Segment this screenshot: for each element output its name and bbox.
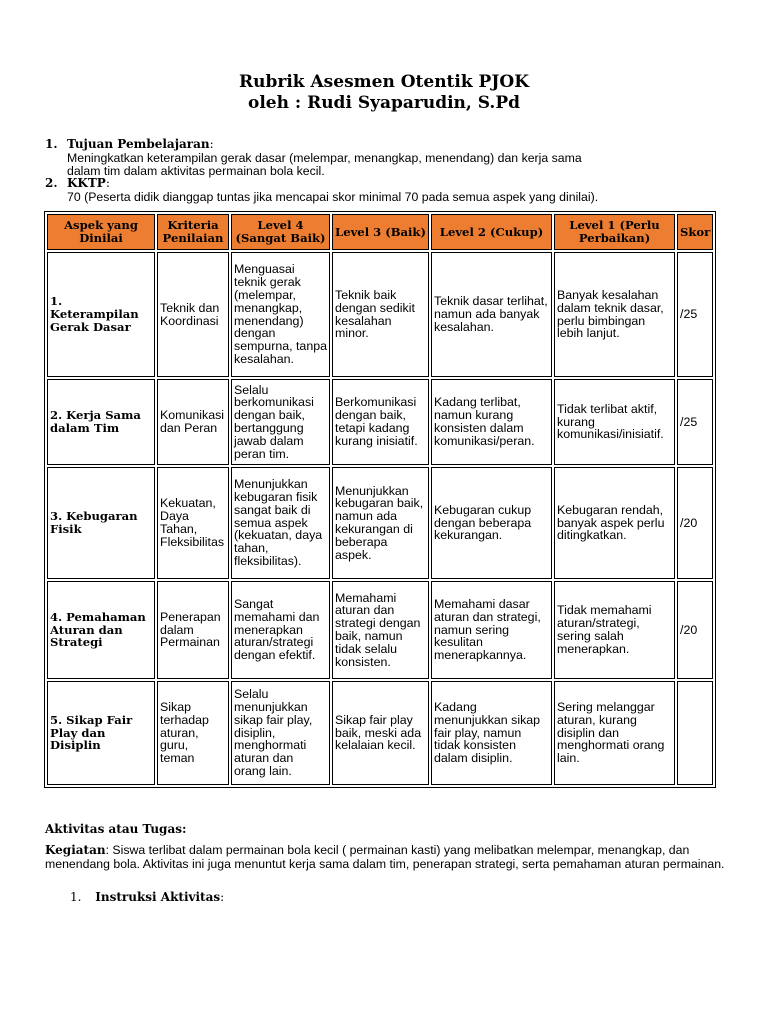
section-text-line: dalam tim dalam aktivitas permainan bola kecil. [67, 163, 325, 178]
kegiatan-label: Kegiatan [45, 843, 106, 857]
level3-cell: Sikap fair play baik, meski ada kelalaian kecil. [332, 681, 429, 785]
level1-cell: Banyak kesalahan dalam teknik dasar, perlu bimbingan lebih lanjut. [554, 252, 675, 377]
level1-cell: Tidak memahami aturan/strategi, sering salah menerapkan. [554, 581, 675, 679]
instruction-label: Instruksi Aktivitas [95, 890, 221, 904]
level2-cell: Kebugaran cukup dengan beberapa kekurangan. [431, 467, 552, 579]
kegiatan-paragraph [45, 843, 735, 871]
table-row [47, 467, 713, 579]
table-row [47, 681, 713, 785]
kriteria-cell: Penerapan dalam Permainan [157, 581, 229, 679]
level3-cell: Berkomunikasi dengan baik, tetapi kadang kurang inisiatif. [332, 379, 429, 465]
section-number: 2. [45, 176, 58, 190]
table-header-row [47, 214, 713, 250]
level4-cell: Menguasai teknik gerak (melempar, menangkap, menendang) dengan sempurna, tanpa kesalahan. [231, 252, 330, 377]
level1-cell: Kebugaran rendah, banyak aspek perlu ditingkatkan. [554, 467, 675, 579]
kriteria-cell: Kekuatan, Daya Tahan, Fleksibilitas [157, 467, 229, 579]
section-heading: KKTP: [67, 176, 110, 190]
table-row [47, 252, 713, 377]
aspek-cell: 4. Pemahaman Aturan dan Strategi [47, 581, 155, 679]
level2-cell: Kadang menunjukkan sikap fair play, namun tidak konsisten dalam disiplin. [431, 681, 552, 785]
kriteria-cell: Teknik dan Koordinasi [157, 252, 229, 377]
skor-cell [677, 681, 713, 785]
skor-cell: /25 [677, 379, 713, 465]
aspek-cell: 2. Kerja Sama dalam Tim [47, 379, 155, 465]
section-heading: Tujuan Pembelajaran: [67, 137, 214, 151]
level4-cell: Selalu berkomunikasi dengan baik, bertanggung jawab dalam peran tim. [231, 379, 330, 465]
aspek-cell: 1. Keterampilan Gerak Dasar [47, 252, 155, 377]
skor-cell: /20 [677, 467, 713, 579]
rubric-table [44, 211, 716, 788]
level3-cell: Teknik baik dengan sedikit kesalahan minor. [332, 252, 429, 377]
table-row [47, 379, 713, 465]
level1-cell: Sering melanggar aturan, kurang disiplin dan menghormati orang lain. [554, 681, 675, 785]
kriteria-cell: Sikap terhadap aturan, guru, teman [157, 681, 229, 785]
kriteria-cell: Komunikasi dan Peran [157, 379, 229, 465]
section-text-line: Meningkatkan keterampilan gerak dasar (melempar, menangkap, menendang) dan kerja sama [67, 151, 582, 165]
level2-cell: Memahami dasar aturan dan strategi, namun sering kesulitan menerapkannya. [431, 581, 552, 679]
section-number: 1. [45, 137, 58, 151]
instruction-number: 1. [70, 890, 82, 904]
level2-cell: Kadang terlibat, namun kurang konsisten dalam komunikasi/peran. [431, 379, 552, 465]
skor-cell: /25 [677, 252, 713, 377]
level4-cell: Sangat memahami dan menerapkan aturan/strategi dengan efektif. [231, 581, 330, 679]
level2-cell: Teknik dasar terlihat, namun ada banyak kesalahan. [431, 252, 552, 377]
section-text-line: 70 (Peserta didik dianggap tuntas jika mencapai skor minimal 70 pada semua aspek yang dinilai). [67, 190, 599, 204]
level4-cell: Selalu menunjukkan sikap fair play, disiplin, menghormati aturan dan orang lain. [231, 681, 330, 785]
kegiatan-text: : Siswa terlibat dalam permainan bola kecil ( permainan kasti) yang melibatkan melempar, menangkap, dan menendang bola. Aktivitas ini juga menuntut kerja sama dalam tim, penerapan strategi, serta pemahaman aturan permainan. [45, 843, 725, 871]
activity-title: Aktivitas atau Tugas: [45, 822, 187, 836]
header-cell: Level 2 (Cukup) [431, 214, 552, 250]
document-title: Rubrik Asesmen Otentik PJOK [239, 72, 529, 92]
level4-cell: Menunjukkan kebugaran fisik sangat baik di semua aspek (kekuatan, daya tahan, fleksibilitas). [231, 467, 330, 579]
header-cell: Level 1 (Perlu Perbaikan) [554, 214, 675, 250]
table-row [47, 581, 713, 679]
level3-cell: Memahami aturan dan strategi dengan baik, namun tidak selalu konsisten. [332, 581, 429, 679]
header-cell: Skor [677, 214, 713, 250]
header-cell: Level 3 (Baik) [332, 214, 429, 250]
instruction-item: 1. Instruksi Aktivitas: [70, 890, 225, 904]
header-cell: Level 4 (Sangat Baik) [231, 214, 330, 250]
aspek-cell: 3. Kebugaran Fisik [47, 467, 155, 579]
aspek-cell: 5. Sikap Fair Play dan Disiplin [47, 681, 155, 785]
header-cell: Kriteria Penilaian [157, 214, 229, 250]
header-cell: Aspek yang Dinilai [47, 214, 155, 250]
level1-cell: Tidak terlibat aktif, kurang komunikasi/inisiatif. [554, 379, 675, 465]
level3-cell: Menunjukkan kebugaran baik, namun ada kekurangan di beberapa aspek. [332, 467, 429, 579]
document-author: oleh : Rudi Syaparudin, S.Pd [247, 93, 521, 113]
skor-cell: /20 [677, 581, 713, 679]
